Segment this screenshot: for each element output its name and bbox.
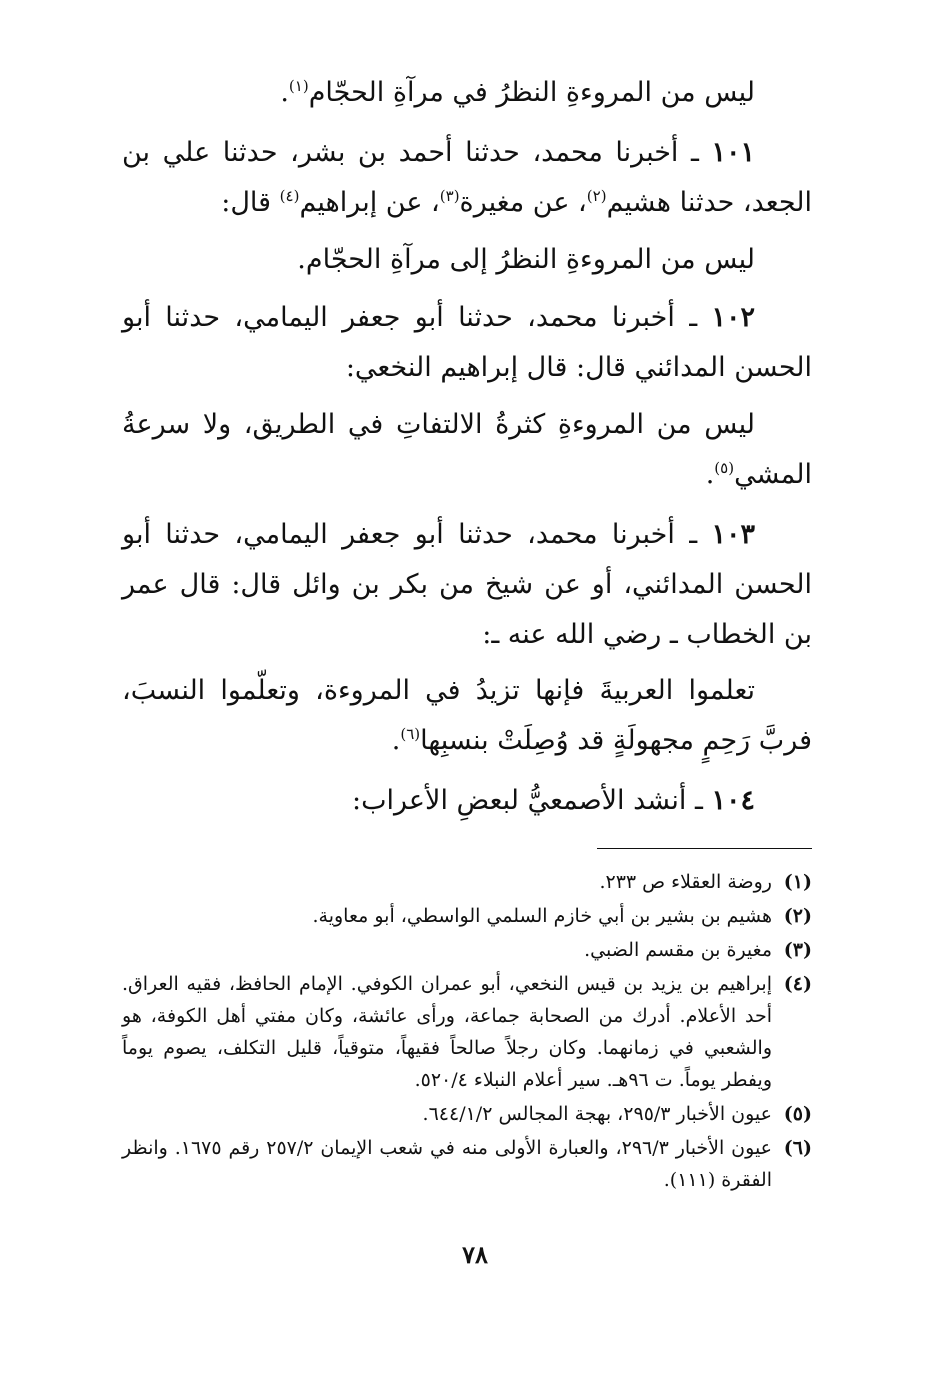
footnote-text: عيون الأخبار ٢٩٥/٣، بهجة المجالس ٦٤٤/١/٢. [422,1103,772,1125]
footnote-ref[interactable]: (٢) [586,187,607,205]
footnote-item [122,900,812,932]
footnote-ref[interactable]: (٣) [439,187,460,205]
narration-number: ١٠٣ [711,519,755,550]
footnote-ref[interactable]: (٥) [714,459,735,477]
footnote-item [122,1132,812,1196]
narration-101: ١٠١ ـ أخبرنا محمد، حدثنا أحمد بن بشر، حدثنا علي بن الجعد، حدثنا هشيم$^{(٢)}$، عن مغيرة$^{(٣)}$، عن إبراهيم$^{(٤)}$ قال: [122,137,812,218]
narration-number: ١٠١ [711,137,755,168]
footnote-text: إبراهيم بن يزيد بن قيس النخعي، أبو عمران الكوفي. الإمام الحافظ، فقيه العراق. أحد الأعلام. أدرك من الصحابة جماعة، ورأى عائشة، وكان مفتي أهل الكوفة، هو والشعبي في زمانهما. وكان رجلاً صالحاً فقيهاً، متوقياً، قليل التكلف، يصوم يوماً ويفطر يوماً. ت ٩٦هـ. سير أعلام النبلاء ٥٢٠/٤. [122,973,772,1091]
page-number: ٧٨ [462,1240,488,1269]
footnote-ref[interactable]: (١) [288,77,309,95]
footnote-number: (٤) [783,973,812,995]
footnote-number: (٣) [783,939,812,961]
footnote-text: روضة العقلاء ص ٢٣٣. [599,871,772,893]
quote-paragraph-2: ليس من المروءةِ النظرُ إلى مرآةِ الحجّام. [297,244,755,275]
footnote-item [122,866,812,898]
quote-paragraph-3: ليس من المروءةِ كثرةُ الالتفاتِ في الطريق، ولا سرعةُ المشي$^{(٥)}$. [122,409,812,490]
footnotes [122,866,812,1198]
narration-102: ١٠٢ ـ أخبرنا محمد، حدثنا أبو جعفر اليمامي، حدثنا أبو الحسن المدائني قال: قال إبراهيم النخعي: [122,302,812,383]
footnote-item [122,968,812,1096]
footnote-number: (٢) [783,905,812,927]
footnote-number: (١) [783,871,812,893]
narration-number: ١٠٢ [711,302,755,333]
footnote-ref[interactable]: (٦) [400,725,421,743]
footnote-divider [597,848,812,849]
narration-103: ١٠٣ ـ أخبرنا محمد، حدثنا أبو جعفر اليمامي، حدثنا أبو الحسن المدائني، أو عن شيخ من بكر بن وائل قال: قال عمر بن الخطاب ـ رضي الله عنه ـ: [122,519,812,650]
footnote-ref[interactable]: (٤) [279,187,300,205]
footnote-text: هشيم بن بشير بن أبي خازم السلمي الواسطي، أبو معاوية. [312,905,772,927]
quote-paragraph-1: ليس من المروءةِ النظرُ في مرآةِ الحجّام$^{(١)}$. [280,77,755,108]
footnote-number: (٥) [783,1103,812,1125]
quote-paragraph-4: تعلموا العربيةَ فإنها تزيدُ في المروءة، وتعلّموا النسبَ، فربَّ رَحِمٍ مجهولَةٍ قد وُصِلَتْ بنسبِها$^{(٦)}$. [122,675,812,756]
footnote-item [122,1098,812,1130]
footnote-text: عيون الأخبار ٢٩٦/٣، والعبارة الأولى منه في شعب الإيمان ٢٥٧/٢ رقم ١٦٧٥. وانظر الفقرة (١١١). [122,1137,773,1191]
narration-number: ١٠٤ [711,785,755,816]
footnote-number: (٦) [783,1137,812,1159]
footnote-item [122,934,812,966]
narration-104: ١٠٤ ـ أنشد الأصمعيُّ لبعضِ الأعراب: [352,785,755,816]
footnote-text: مغيرة بن مقسم الضبي. [584,939,772,961]
